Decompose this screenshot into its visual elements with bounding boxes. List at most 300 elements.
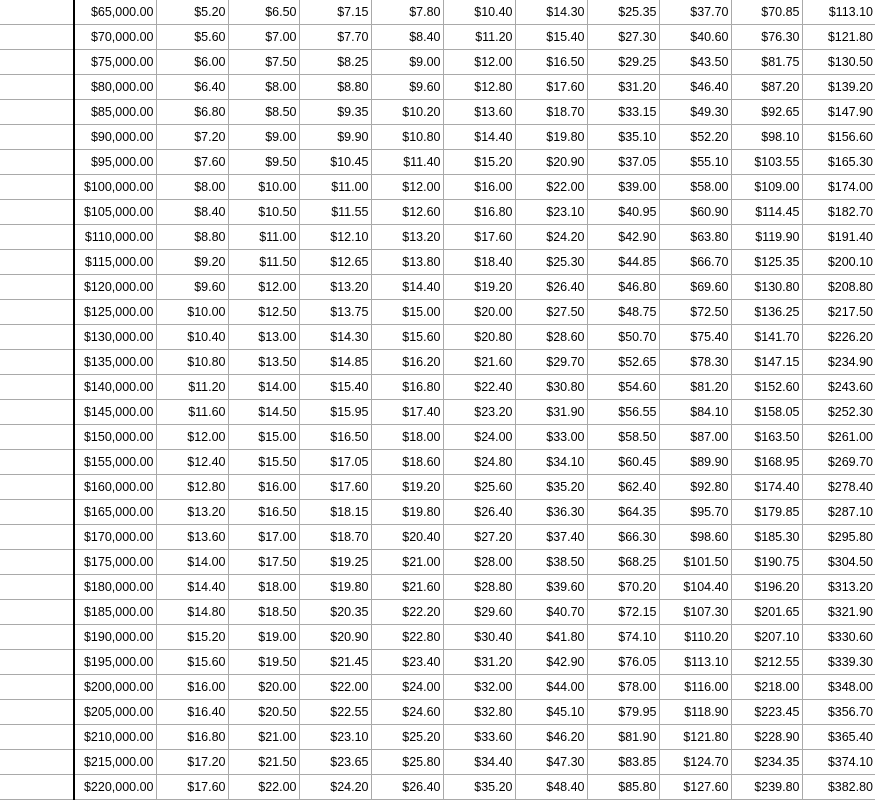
value-cell[interactable]: $28.80 [443, 575, 515, 600]
value-cell[interactable]: $84.10 [659, 400, 731, 425]
value-cell[interactable]: $118.90 [659, 700, 731, 725]
row-gutter-cell[interactable] [0, 700, 74, 725]
value-cell[interactable]: $152.60 [731, 375, 802, 400]
value-cell[interactable]: $12.40 [156, 450, 228, 475]
value-cell[interactable]: $11.60 [156, 400, 228, 425]
value-cell[interactable]: $223.45 [731, 700, 802, 725]
value-cell[interactable]: $98.10 [731, 125, 802, 150]
value-cell[interactable]: $92.80 [659, 475, 731, 500]
value-cell[interactable]: $20.40 [371, 525, 443, 550]
value-cell[interactable]: $19.20 [443, 275, 515, 300]
value-cell[interactable]: $25.80 [371, 750, 443, 775]
value-cell[interactable]: $27.30 [587, 25, 659, 50]
value-cell[interactable]: $10.40 [156, 325, 228, 350]
value-cell[interactable]: $226.20 [802, 325, 875, 350]
value-cell[interactable]: $19.80 [371, 500, 443, 525]
value-cell[interactable]: $295.80 [802, 525, 875, 550]
value-cell[interactable]: $7.20 [156, 125, 228, 150]
row-gutter-cell[interactable] [0, 775, 74, 800]
value-cell[interactable]: $217.50 [802, 300, 875, 325]
amount-cell[interactable]: $185,000.00 [74, 600, 156, 625]
row-gutter-cell[interactable] [0, 450, 74, 475]
value-cell[interactable]: $78.30 [659, 350, 731, 375]
amount-cell[interactable]: $175,000.00 [74, 550, 156, 575]
value-cell[interactable]: $14.85 [299, 350, 371, 375]
value-cell[interactable]: $31.20 [443, 650, 515, 675]
value-cell[interactable]: $35.20 [443, 775, 515, 800]
value-cell[interactable]: $18.70 [515, 100, 587, 125]
value-cell[interactable]: $79.95 [587, 700, 659, 725]
value-cell[interactable]: $56.55 [587, 400, 659, 425]
value-cell[interactable]: $30.80 [515, 375, 587, 400]
value-cell[interactable]: $46.20 [515, 725, 587, 750]
value-cell[interactable]: $174.00 [802, 175, 875, 200]
row-gutter-cell[interactable] [0, 400, 74, 425]
value-cell[interactable]: $116.00 [659, 675, 731, 700]
row-gutter-cell[interactable] [0, 325, 74, 350]
value-cell[interactable]: $46.40 [659, 75, 731, 100]
value-cell[interactable]: $234.90 [802, 350, 875, 375]
value-cell[interactable]: $29.70 [515, 350, 587, 375]
value-cell[interactable]: $156.60 [802, 125, 875, 150]
value-cell[interactable]: $321.90 [802, 600, 875, 625]
value-cell[interactable]: $9.00 [228, 125, 299, 150]
value-cell[interactable]: $83.85 [587, 750, 659, 775]
value-cell[interactable]: $13.75 [299, 300, 371, 325]
value-cell[interactable]: $20.35 [299, 600, 371, 625]
value-cell[interactable]: $15.60 [371, 325, 443, 350]
value-cell[interactable]: $60.90 [659, 200, 731, 225]
value-cell[interactable]: $41.80 [515, 625, 587, 650]
value-cell[interactable]: $24.80 [443, 450, 515, 475]
value-cell[interactable]: $9.20 [156, 250, 228, 275]
value-cell[interactable]: $21.60 [443, 350, 515, 375]
value-cell[interactable]: $101.50 [659, 550, 731, 575]
amount-cell[interactable]: $140,000.00 [74, 375, 156, 400]
value-cell[interactable]: $374.10 [802, 750, 875, 775]
value-cell[interactable]: $141.70 [731, 325, 802, 350]
value-cell[interactable]: $23.10 [299, 725, 371, 750]
value-cell[interactable]: $9.50 [228, 150, 299, 175]
value-cell[interactable]: $23.40 [371, 650, 443, 675]
value-cell[interactable]: $25.20 [371, 725, 443, 750]
value-cell[interactable]: $32.00 [443, 675, 515, 700]
value-cell[interactable]: $12.80 [443, 75, 515, 100]
value-cell[interactable]: $68.25 [587, 550, 659, 575]
amount-cell[interactable]: $195,000.00 [74, 650, 156, 675]
value-cell[interactable]: $182.70 [802, 200, 875, 225]
value-cell[interactable]: $234.35 [731, 750, 802, 775]
value-cell[interactable]: $7.15 [299, 0, 371, 25]
value-cell[interactable]: $49.30 [659, 100, 731, 125]
value-cell[interactable]: $36.30 [515, 500, 587, 525]
value-cell[interactable]: $130.80 [731, 275, 802, 300]
value-cell[interactable]: $35.10 [587, 125, 659, 150]
value-cell[interactable]: $228.90 [731, 725, 802, 750]
value-cell[interactable]: $81.90 [587, 725, 659, 750]
value-cell[interactable]: $7.70 [299, 25, 371, 50]
amount-cell[interactable]: $145,000.00 [74, 400, 156, 425]
value-cell[interactable]: $119.90 [731, 225, 802, 250]
value-cell[interactable]: $27.50 [515, 300, 587, 325]
row-gutter-cell[interactable] [0, 125, 74, 150]
value-cell[interactable]: $58.50 [587, 425, 659, 450]
value-cell[interactable]: $147.15 [731, 350, 802, 375]
value-cell[interactable]: $13.20 [371, 225, 443, 250]
value-cell[interactable]: $16.80 [156, 725, 228, 750]
value-cell[interactable]: $121.80 [802, 25, 875, 50]
value-cell[interactable]: $287.10 [802, 500, 875, 525]
value-cell[interactable]: $70.20 [587, 575, 659, 600]
value-cell[interactable]: $113.10 [802, 0, 875, 25]
value-cell[interactable]: $14.50 [228, 400, 299, 425]
value-cell[interactable]: $10.45 [299, 150, 371, 175]
value-cell[interactable]: $14.30 [515, 0, 587, 25]
value-cell[interactable]: $125.35 [731, 250, 802, 275]
value-cell[interactable]: $37.05 [587, 150, 659, 175]
value-cell[interactable]: $147.90 [802, 100, 875, 125]
row-gutter-cell[interactable] [0, 650, 74, 675]
value-cell[interactable]: $37.40 [515, 525, 587, 550]
value-cell[interactable]: $121.80 [659, 725, 731, 750]
value-cell[interactable]: $24.00 [443, 425, 515, 450]
value-cell[interactable]: $20.90 [515, 150, 587, 175]
amount-cell[interactable]: $220,000.00 [74, 775, 156, 800]
value-cell[interactable]: $24.60 [371, 700, 443, 725]
value-cell[interactable]: $17.00 [228, 525, 299, 550]
value-cell[interactable]: $34.10 [515, 450, 587, 475]
value-cell[interactable]: $55.10 [659, 150, 731, 175]
value-cell[interactable]: $45.10 [515, 700, 587, 725]
value-cell[interactable]: $15.20 [156, 625, 228, 650]
value-cell[interactable]: $13.80 [371, 250, 443, 275]
value-cell[interactable]: $15.00 [371, 300, 443, 325]
value-cell[interactable]: $130.50 [802, 50, 875, 75]
amount-cell[interactable]: $130,000.00 [74, 325, 156, 350]
value-cell[interactable]: $44.00 [515, 675, 587, 700]
value-cell[interactable]: $27.20 [443, 525, 515, 550]
value-cell[interactable]: $54.60 [587, 375, 659, 400]
value-cell[interactable]: $64.35 [587, 500, 659, 525]
row-gutter-cell[interactable] [0, 575, 74, 600]
value-cell[interactable]: $8.40 [156, 200, 228, 225]
value-cell[interactable]: $44.85 [587, 250, 659, 275]
row-gutter-cell[interactable] [0, 525, 74, 550]
row-gutter-cell[interactable] [0, 100, 74, 125]
value-cell[interactable]: $17.40 [371, 400, 443, 425]
value-cell[interactable]: $252.30 [802, 400, 875, 425]
value-cell[interactable]: $16.80 [371, 375, 443, 400]
value-cell[interactable]: $6.80 [156, 100, 228, 125]
value-cell[interactable]: $18.60 [371, 450, 443, 475]
value-cell[interactable]: $278.40 [802, 475, 875, 500]
value-cell[interactable]: $207.10 [731, 625, 802, 650]
value-cell[interactable]: $158.05 [731, 400, 802, 425]
amount-cell[interactable]: $215,000.00 [74, 750, 156, 775]
value-cell[interactable]: $16.80 [443, 200, 515, 225]
value-cell[interactable]: $104.40 [659, 575, 731, 600]
value-cell[interactable]: $17.05 [299, 450, 371, 475]
value-cell[interactable]: $23.65 [299, 750, 371, 775]
value-cell[interactable]: $72.15 [587, 600, 659, 625]
value-cell[interactable]: $11.20 [443, 25, 515, 50]
value-cell[interactable]: $9.35 [299, 100, 371, 125]
value-cell[interactable]: $18.00 [371, 425, 443, 450]
value-cell[interactable]: $52.20 [659, 125, 731, 150]
value-cell[interactable]: $25.60 [443, 475, 515, 500]
value-cell[interactable]: $22.80 [371, 625, 443, 650]
value-cell[interactable]: $22.55 [299, 700, 371, 725]
value-cell[interactable]: $185.30 [731, 525, 802, 550]
value-cell[interactable]: $20.50 [228, 700, 299, 725]
value-cell[interactable]: $113.10 [659, 650, 731, 675]
value-cell[interactable]: $12.00 [156, 425, 228, 450]
value-cell[interactable]: $42.90 [515, 650, 587, 675]
value-cell[interactable]: $48.75 [587, 300, 659, 325]
value-cell[interactable]: $95.70 [659, 500, 731, 525]
value-cell[interactable]: $63.80 [659, 225, 731, 250]
value-cell[interactable]: $22.00 [228, 775, 299, 800]
value-cell[interactable]: $13.50 [228, 350, 299, 375]
value-cell[interactable]: $8.00 [228, 75, 299, 100]
value-cell[interactable]: $11.20 [156, 375, 228, 400]
value-cell[interactable]: $15.40 [515, 25, 587, 50]
row-gutter-cell[interactable] [0, 375, 74, 400]
amount-cell[interactable]: $160,000.00 [74, 475, 156, 500]
value-cell[interactable]: $46.80 [587, 275, 659, 300]
value-cell[interactable]: $66.70 [659, 250, 731, 275]
value-cell[interactable]: $24.00 [371, 675, 443, 700]
value-cell[interactable]: $70.85 [731, 0, 802, 25]
value-cell[interactable]: $18.15 [299, 500, 371, 525]
value-cell[interactable]: $20.00 [443, 300, 515, 325]
value-cell[interactable]: $13.60 [156, 525, 228, 550]
amount-cell[interactable]: $150,000.00 [74, 425, 156, 450]
value-cell[interactable]: $13.20 [299, 275, 371, 300]
value-cell[interactable]: $72.50 [659, 300, 731, 325]
value-cell[interactable]: $76.30 [731, 25, 802, 50]
value-cell[interactable]: $304.50 [802, 550, 875, 575]
value-cell[interactable]: $17.60 [443, 225, 515, 250]
value-cell[interactable]: $107.30 [659, 600, 731, 625]
value-cell[interactable]: $17.60 [299, 475, 371, 500]
value-cell[interactable]: $14.40 [156, 575, 228, 600]
value-cell[interactable]: $33.00 [515, 425, 587, 450]
value-cell[interactable]: $42.90 [587, 225, 659, 250]
value-cell[interactable]: $18.00 [228, 575, 299, 600]
value-cell[interactable]: $35.20 [515, 475, 587, 500]
value-cell[interactable]: $12.10 [299, 225, 371, 250]
value-cell[interactable]: $174.40 [731, 475, 802, 500]
value-cell[interactable]: $136.25 [731, 300, 802, 325]
value-cell[interactable]: $10.20 [371, 100, 443, 125]
value-cell[interactable]: $16.50 [228, 500, 299, 525]
value-cell[interactable]: $8.80 [299, 75, 371, 100]
value-cell[interactable]: $13.20 [156, 500, 228, 525]
value-cell[interactable]: $165.30 [802, 150, 875, 175]
value-cell[interactable]: $17.20 [156, 750, 228, 775]
value-cell[interactable]: $33.15 [587, 100, 659, 125]
row-gutter-cell[interactable] [0, 225, 74, 250]
value-cell[interactable]: $14.30 [299, 325, 371, 350]
value-cell[interactable]: $22.40 [443, 375, 515, 400]
value-cell[interactable]: $69.60 [659, 275, 731, 300]
value-cell[interactable]: $339.30 [802, 650, 875, 675]
amount-cell[interactable]: $180,000.00 [74, 575, 156, 600]
row-gutter-cell[interactable] [0, 75, 74, 100]
value-cell[interactable]: $5.20 [156, 0, 228, 25]
row-gutter-cell[interactable] [0, 500, 74, 525]
value-cell[interactable]: $261.00 [802, 425, 875, 450]
value-cell[interactable]: $22.00 [299, 675, 371, 700]
value-cell[interactable]: $26.40 [443, 500, 515, 525]
amount-cell[interactable]: $75,000.00 [74, 50, 156, 75]
value-cell[interactable]: $10.40 [443, 0, 515, 25]
value-cell[interactable]: $200.10 [802, 250, 875, 275]
value-cell[interactable]: $10.80 [156, 350, 228, 375]
value-cell[interactable]: $24.20 [299, 775, 371, 800]
value-cell[interactable]: $34.40 [443, 750, 515, 775]
value-cell[interactable]: $7.60 [156, 150, 228, 175]
value-cell[interactable]: $19.80 [299, 575, 371, 600]
value-cell[interactable]: $10.80 [371, 125, 443, 150]
value-cell[interactable]: $6.00 [156, 50, 228, 75]
amount-cell[interactable]: $210,000.00 [74, 725, 156, 750]
value-cell[interactable]: $243.60 [802, 375, 875, 400]
value-cell[interactable]: $39.60 [515, 575, 587, 600]
value-cell[interactable]: $12.80 [156, 475, 228, 500]
value-cell[interactable]: $201.65 [731, 600, 802, 625]
amount-cell[interactable]: $70,000.00 [74, 25, 156, 50]
value-cell[interactable]: $20.00 [228, 675, 299, 700]
value-cell[interactable]: $14.40 [371, 275, 443, 300]
value-cell[interactable]: $330.60 [802, 625, 875, 650]
value-cell[interactable]: $24.20 [515, 225, 587, 250]
value-cell[interactable]: $47.30 [515, 750, 587, 775]
value-cell[interactable]: $21.50 [228, 750, 299, 775]
row-gutter-cell[interactable] [0, 200, 74, 225]
value-cell[interactable]: $26.40 [515, 275, 587, 300]
value-cell[interactable]: $25.35 [587, 0, 659, 25]
row-gutter-cell[interactable] [0, 25, 74, 50]
value-cell[interactable]: $17.50 [228, 550, 299, 575]
value-cell[interactable]: $13.00 [228, 325, 299, 350]
row-gutter-cell[interactable] [0, 625, 74, 650]
value-cell[interactable]: $5.60 [156, 25, 228, 50]
value-cell[interactable]: $14.00 [156, 550, 228, 575]
value-cell[interactable]: $19.80 [515, 125, 587, 150]
row-gutter-cell[interactable] [0, 350, 74, 375]
value-cell[interactable]: $29.60 [443, 600, 515, 625]
value-cell[interactable]: $12.00 [443, 50, 515, 75]
value-cell[interactable]: $85.80 [587, 775, 659, 800]
value-cell[interactable]: $20.90 [299, 625, 371, 650]
value-cell[interactable]: $8.40 [371, 25, 443, 50]
value-cell[interactable]: $8.80 [156, 225, 228, 250]
amount-cell[interactable]: $200,000.00 [74, 675, 156, 700]
amount-cell[interactable]: $190,000.00 [74, 625, 156, 650]
amount-cell[interactable]: $105,000.00 [74, 200, 156, 225]
value-cell[interactable]: $12.00 [371, 175, 443, 200]
value-cell[interactable]: $348.00 [802, 675, 875, 700]
value-cell[interactable]: $12.60 [371, 200, 443, 225]
value-cell[interactable]: $25.30 [515, 250, 587, 275]
value-cell[interactable]: $16.00 [443, 175, 515, 200]
value-cell[interactable]: $21.45 [299, 650, 371, 675]
amount-cell[interactable]: $100,000.00 [74, 175, 156, 200]
amount-cell[interactable]: $115,000.00 [74, 250, 156, 275]
value-cell[interactable]: $6.40 [156, 75, 228, 100]
value-cell[interactable]: $62.40 [587, 475, 659, 500]
value-cell[interactable]: $179.85 [731, 500, 802, 525]
value-cell[interactable]: $43.50 [659, 50, 731, 75]
value-cell[interactable]: $19.00 [228, 625, 299, 650]
value-cell[interactable]: $15.95 [299, 400, 371, 425]
value-cell[interactable]: $191.40 [802, 225, 875, 250]
value-cell[interactable]: $382.80 [802, 775, 875, 800]
value-cell[interactable]: $10.50 [228, 200, 299, 225]
value-cell[interactable]: $10.00 [228, 175, 299, 200]
value-cell[interactable]: $10.00 [156, 300, 228, 325]
row-gutter-cell[interactable] [0, 750, 74, 775]
value-cell[interactable]: $18.50 [228, 600, 299, 625]
value-cell[interactable]: $208.80 [802, 275, 875, 300]
value-cell[interactable]: $26.40 [371, 775, 443, 800]
value-cell[interactable]: $15.60 [156, 650, 228, 675]
amount-cell[interactable]: $165,000.00 [74, 500, 156, 525]
value-cell[interactable]: $12.50 [228, 300, 299, 325]
value-cell[interactable]: $19.25 [299, 550, 371, 575]
row-gutter-cell[interactable] [0, 725, 74, 750]
value-cell[interactable]: $124.70 [659, 750, 731, 775]
value-cell[interactable]: $17.60 [156, 775, 228, 800]
value-cell[interactable]: $98.60 [659, 525, 731, 550]
value-cell[interactable]: $17.60 [515, 75, 587, 100]
value-cell[interactable]: $16.00 [228, 475, 299, 500]
value-cell[interactable]: $15.00 [228, 425, 299, 450]
value-cell[interactable]: $19.50 [228, 650, 299, 675]
row-gutter-cell[interactable] [0, 425, 74, 450]
value-cell[interactable]: $76.05 [587, 650, 659, 675]
value-cell[interactable]: $15.40 [299, 375, 371, 400]
amount-cell[interactable]: $135,000.00 [74, 350, 156, 375]
row-gutter-cell[interactable] [0, 0, 74, 25]
value-cell[interactable]: $163.50 [731, 425, 802, 450]
value-cell[interactable]: $23.20 [443, 400, 515, 425]
value-cell[interactable]: $7.50 [228, 50, 299, 75]
row-gutter-cell[interactable] [0, 550, 74, 575]
value-cell[interactable]: $38.50 [515, 550, 587, 575]
value-cell[interactable]: $7.80 [371, 0, 443, 25]
amount-cell[interactable]: $120,000.00 [74, 275, 156, 300]
row-gutter-cell[interactable] [0, 275, 74, 300]
value-cell[interactable]: $356.70 [802, 700, 875, 725]
value-cell[interactable]: $110.20 [659, 625, 731, 650]
value-cell[interactable]: $21.00 [228, 725, 299, 750]
value-cell[interactable]: $196.20 [731, 575, 802, 600]
value-cell[interactable]: $15.50 [228, 450, 299, 475]
value-cell[interactable]: $78.00 [587, 675, 659, 700]
value-cell[interactable]: $22.00 [515, 175, 587, 200]
value-cell[interactable]: $22.20 [371, 600, 443, 625]
value-cell[interactable]: $74.10 [587, 625, 659, 650]
value-cell[interactable]: $103.55 [731, 150, 802, 175]
value-cell[interactable]: $13.60 [443, 100, 515, 125]
value-cell[interactable]: $89.90 [659, 450, 731, 475]
value-cell[interactable]: $8.25 [299, 50, 371, 75]
amount-cell[interactable]: $85,000.00 [74, 100, 156, 125]
value-cell[interactable]: $16.50 [299, 425, 371, 450]
